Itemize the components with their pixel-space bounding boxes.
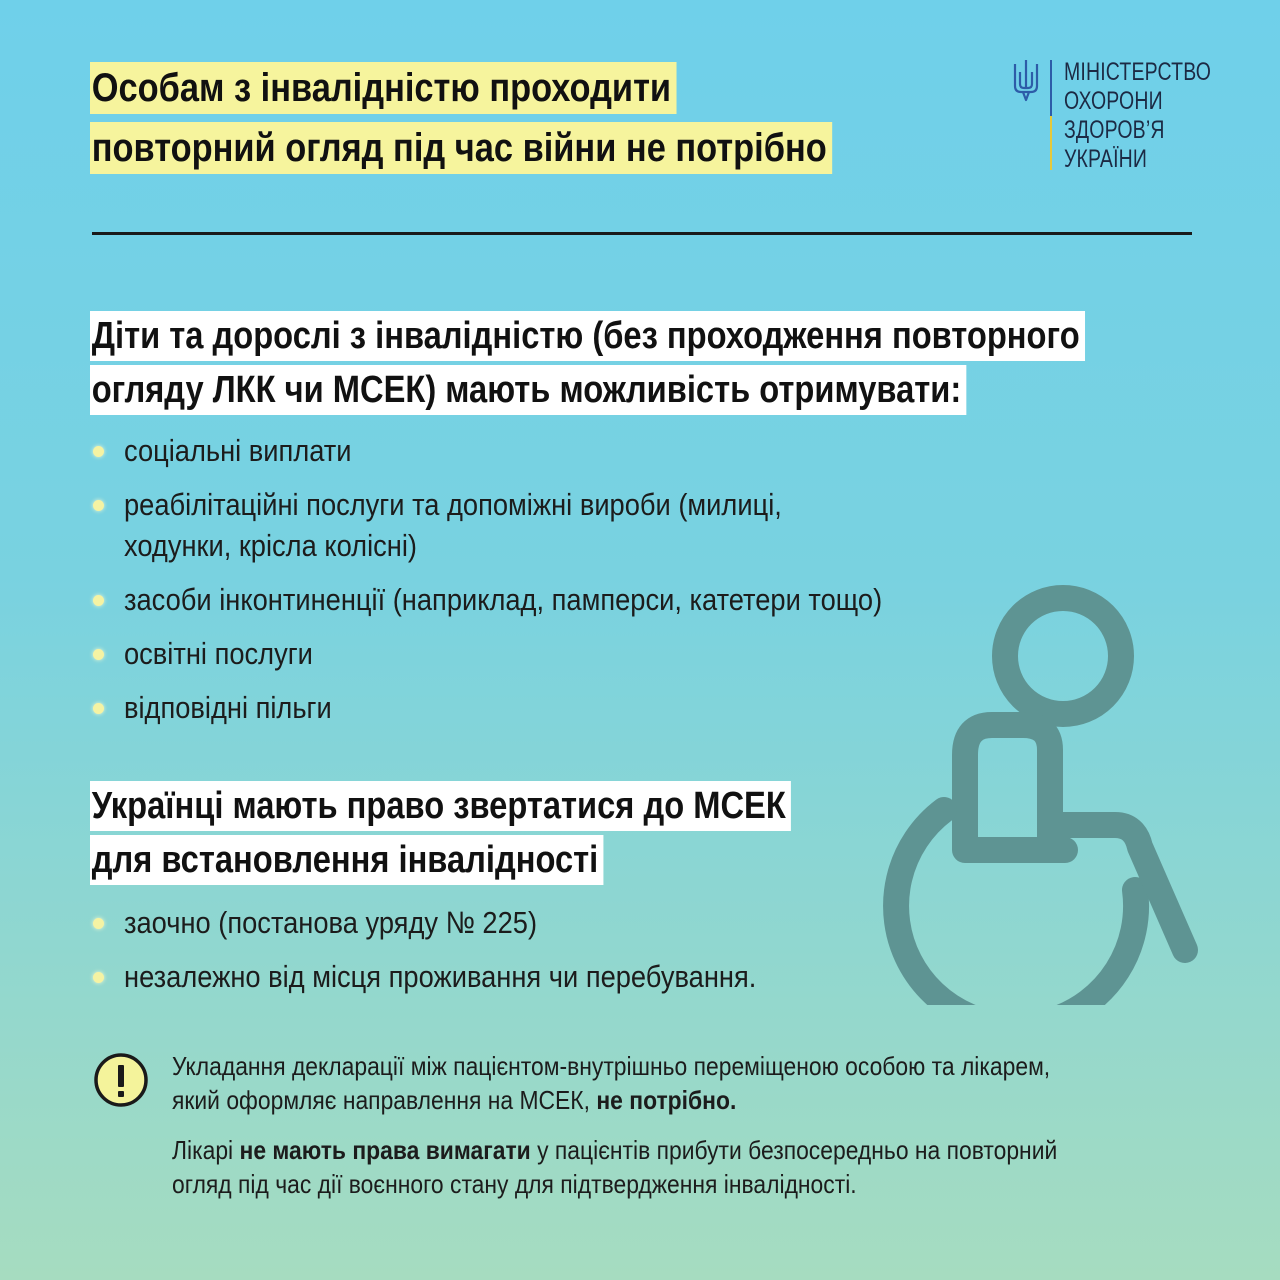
- section2-heading-line-1: Українці мають право звертатися до МСЕК: [90, 781, 791, 831]
- bullet-icon: [93, 500, 104, 511]
- list-item: освітні послуги: [90, 633, 990, 674]
- section1-heading-line-1: Діти та дорослі з інвалідністю (без проходження повторного: [90, 311, 1085, 361]
- header-divider: [92, 232, 1192, 235]
- page-title: [90, 62, 990, 182]
- wheelchair-icon: [880, 585, 1220, 1005]
- title-line-2: повторний огляд під час війни не потрібно: [90, 122, 832, 174]
- bullet-icon: [93, 918, 104, 929]
- note-paragraph-1: Укладання декларації між пацієнтом-внутрішньо переміщеною особою та лікарем, який оформляє направлення на МСЕК, не потрібно.: [172, 1051, 1051, 1115]
- note-emphasis: не потрібно.: [596, 1085, 737, 1115]
- bullet-icon: [93, 446, 104, 457]
- ministry-logo: [1012, 58, 1212, 188]
- ministry-name-line-1: МІНІСТЕРСТВО: [1064, 58, 1212, 86]
- exclamation-icon: [92, 1051, 150, 1109]
- note-emphasis: не мають права вимагати: [239, 1135, 531, 1165]
- bullet-icon: [93, 703, 104, 714]
- logo-divider-yellow: [1050, 116, 1052, 170]
- list-item: соціальні виплати: [90, 430, 990, 471]
- bullet-icon: [93, 595, 104, 606]
- trident-icon: [1012, 58, 1040, 102]
- section1-list: [90, 430, 990, 728]
- section2-heading-line-2: для встановлення інвалідності: [90, 835, 603, 885]
- list-item: відповідні пільги: [90, 687, 990, 728]
- ministry-name-line-3: ЗДОРОВ’Я: [1064, 116, 1165, 144]
- list-item: реабілітаційні послуги та допоміжні вироби (милиці, ходунки, крісла колісні): [90, 484, 990, 566]
- ministry-name-line-4: УКРАЇНИ: [1064, 145, 1148, 173]
- bullet-icon: [93, 649, 104, 660]
- note-paragraph-2: Лікарі не мають права вимагати у пацієнтів прибути безпосередньо на повторний огляд під час дії воєнного стану для підтвердження інвалідності.: [172, 1135, 1058, 1199]
- list-item: засоби інконтиненції (наприклад, памперси, катетери тощо): [90, 579, 990, 620]
- section2-list: [90, 902, 990, 997]
- ministry-name-line-2: ОХОРОНИ: [1064, 87, 1163, 115]
- bullet-icon: [93, 972, 104, 983]
- section1-heading: [90, 311, 1170, 419]
- ministry-name: [1064, 58, 1224, 174]
- section1-heading-line-2: огляду ЛКК чи МСЕК) мають можливість отримувати:: [90, 365, 966, 415]
- list-item: заочно (постанова уряду № 225): [90, 902, 990, 943]
- list-item: незалежно від місця проживання чи перебування.: [90, 956, 990, 997]
- title-line-1: Особам з інвалідністю проходити: [90, 62, 676, 114]
